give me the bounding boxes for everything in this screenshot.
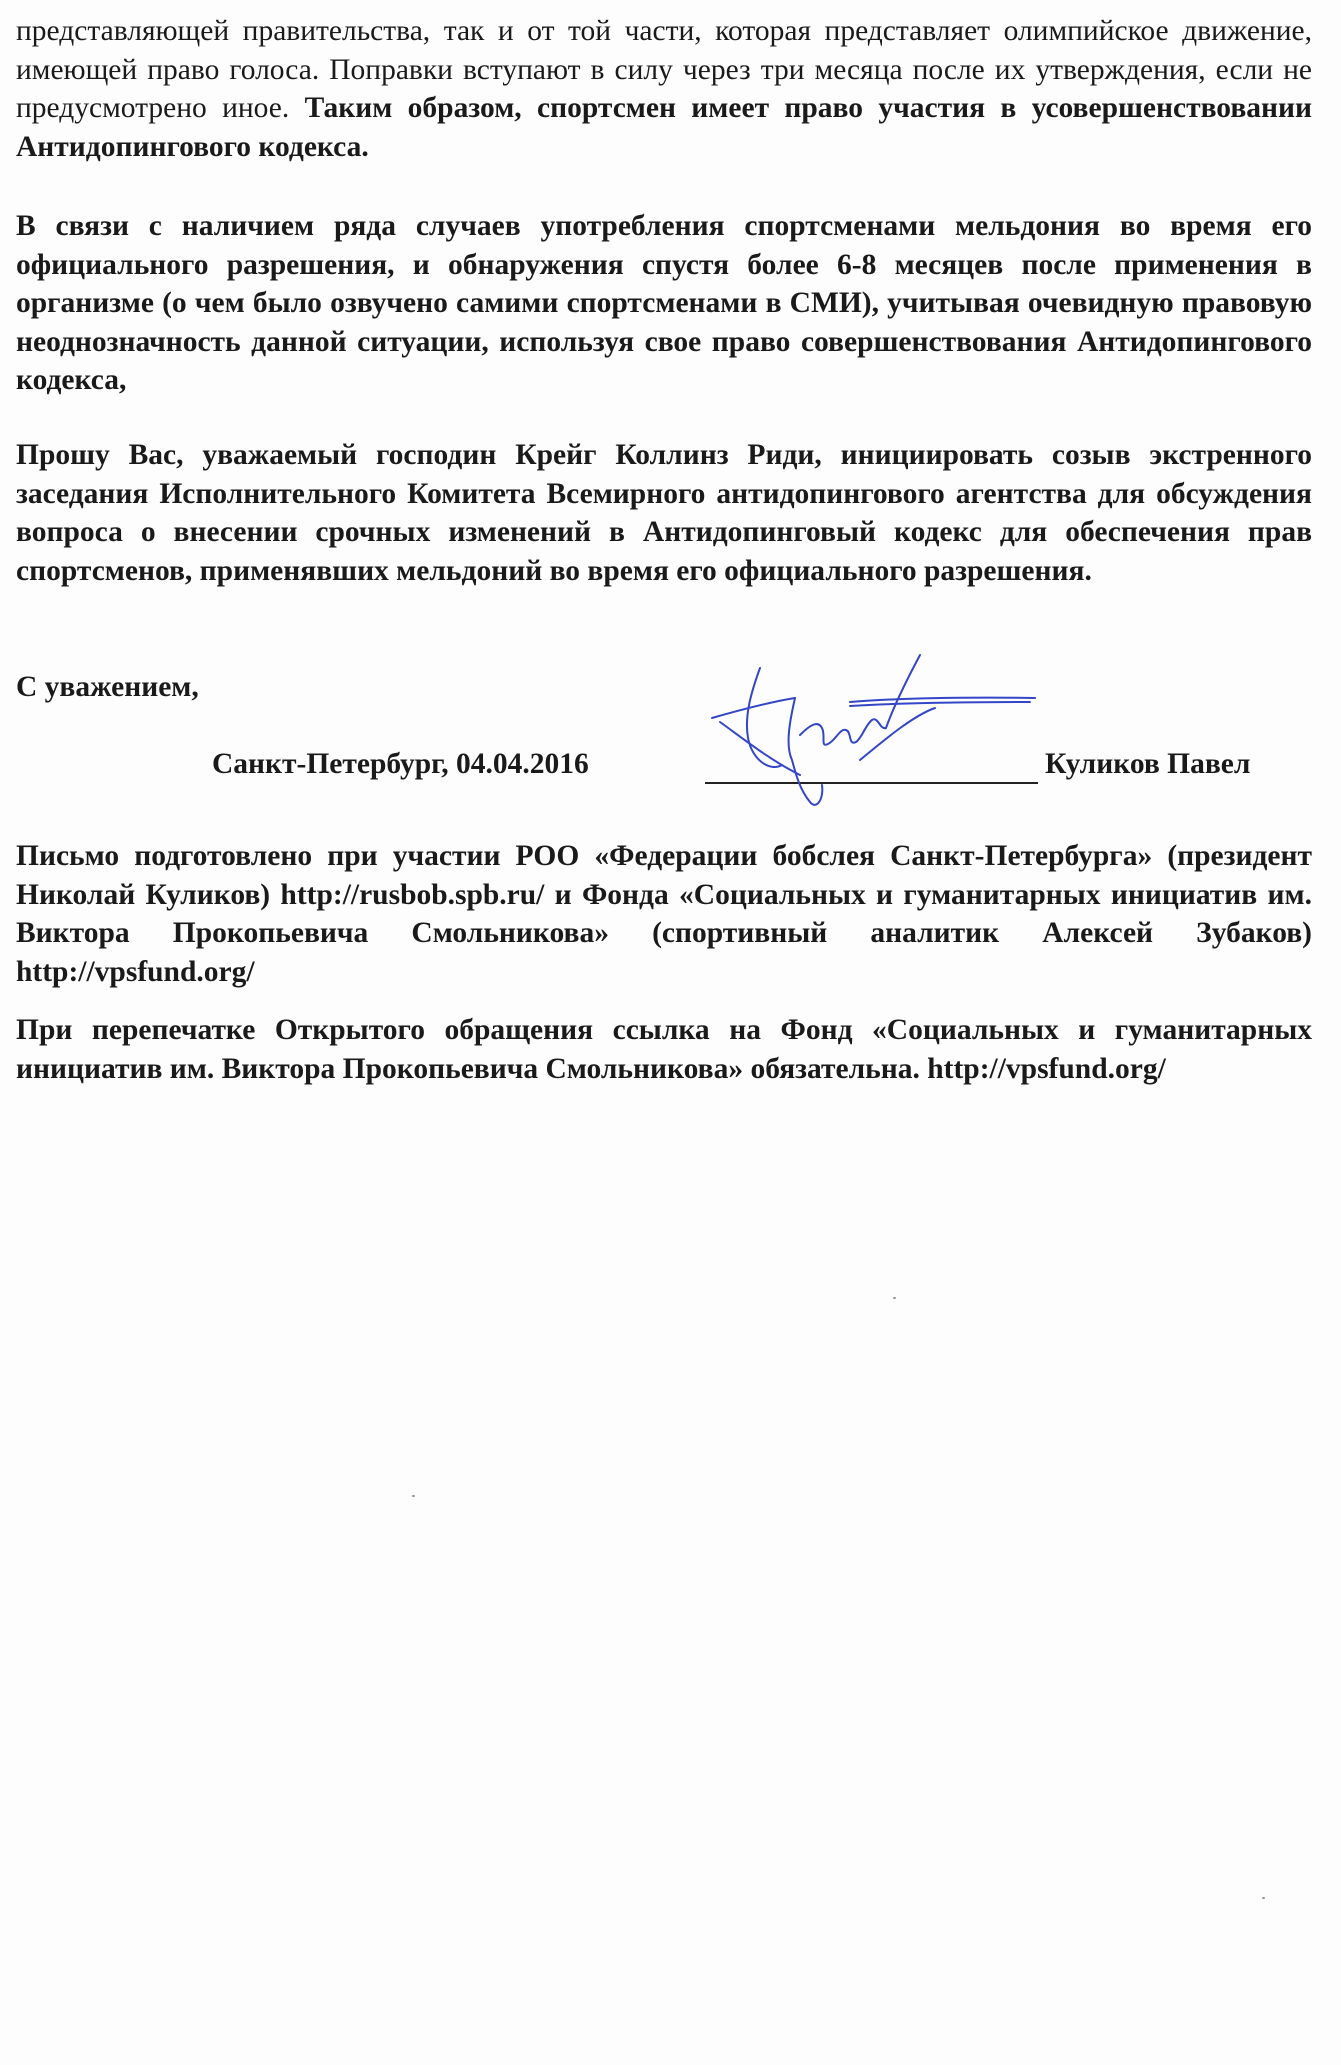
paragraph-request: Прошу Вас, уважаемый господин Крейг Коллинз Риди, инициировать созыв экстренного заседания Исполнительного Комитета Всемирного антидопингового агентства для обсуждения вопроса о внесении срочных изменений в Антидопинговый кодекс для обеспечения прав спортсменов, применявших мельдоний во время его официального разрешения. [16,439,1312,587]
signer-name: Куликов Павел [1045,748,1251,780]
paragraph-meldonium-context: В связи с наличием ряда случаев употребления спортсменами мельдония во время его официального разрешения, и обнаружения спустя более 6-8 месяцев после применения в организме (о чем было озвучено самими спортсменами в СМИ), учитывая очевидную правовую неоднозначность данной ситуации, используя свое право совершенствования Антидопингового кодекса, [16,210,1312,396]
closing-greeting: С уважением, [16,671,199,703]
scan-speck [412,1495,415,1497]
scan-speck [1262,1897,1265,1899]
scan-speck [893,1297,896,1299]
handwritten-signature [700,640,1040,815]
paragraph-amendments-conclusion: Таким образом, спортсмен имеет право участия в усовершенствовании Антидопингового кодекса. [16,92,1312,163]
paragraph-amendments-text: представляющей правительства, так и от той части, которая представляет олимпийское движение, имеющей право голоса. Поправки вступают в силу через три месяца после их утверждения, если не предусмотрено иное. [16,15,1312,124]
paragraph-reprint-notice: При перепечатке Открытого обращения ссылка на Фонд «Социальных и гуманитарных инициатив им. Виктора Прокопьевича Смольникова» обязательна. http://vpsfund.org/ [16,1014,1312,1085]
place-and-date: Санкт-Петербург, 04.04.2016 [212,748,589,780]
paragraph-amendments [16,12,1312,166]
paragraph-prepared-by: Письмо подготовлено при участии РОО «Федерации бобслея Санкт-Петербурга» (президент Николай Куликов) http://rusbob.spb.ru/ и Фонда «Социальных и гуманитарных инициатив им. Виктора Прокопьевича Смольникова» (спортивный аналитик Алексей Зубаков) http://vpsfund.org/ [16,840,1312,988]
